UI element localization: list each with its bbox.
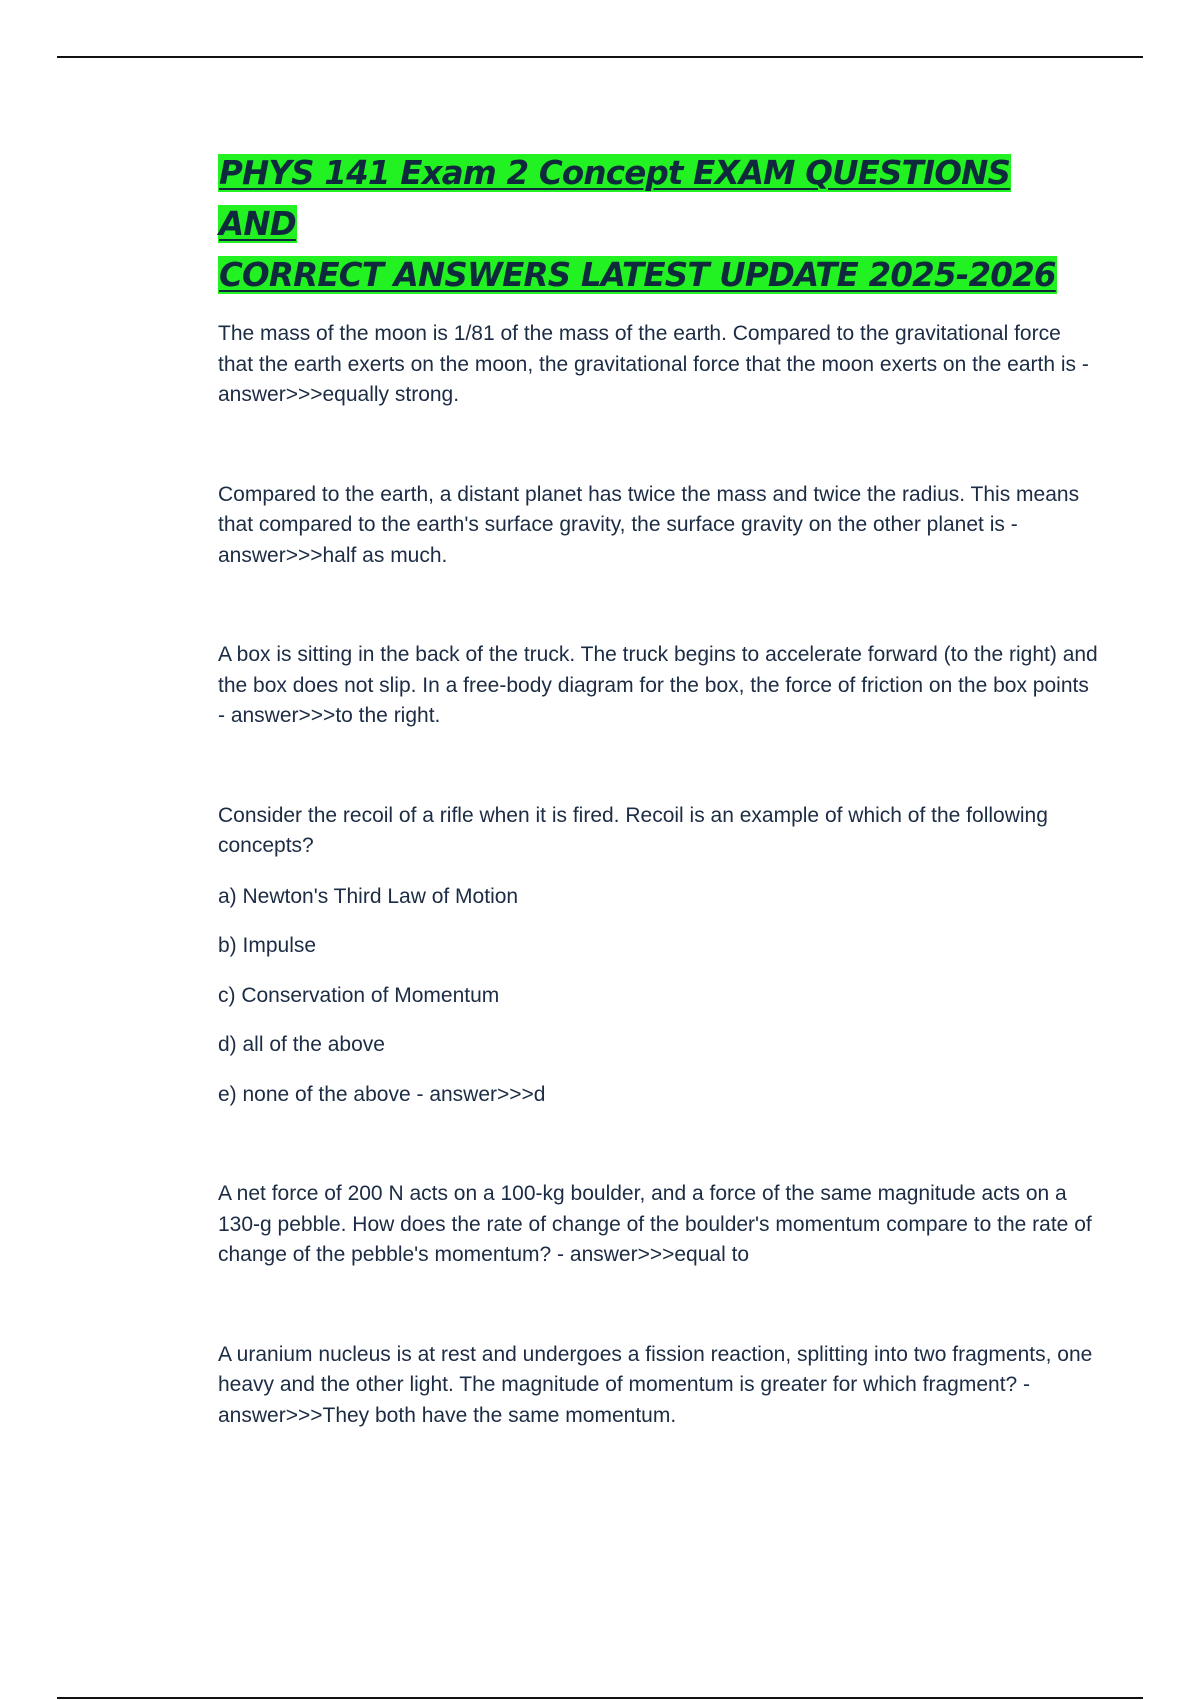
question-block-6 [218, 1340, 1098, 1432]
question-text: A uranium nucleus is at rest and undergoes a fission reaction, splitting into two fragments, one heavy and the other light. The magnitude of momentum is greater for which fragment? - answer>>>They both have the same momentum. [218, 1342, 1093, 1427]
answer-option-c: c) Conservation of Momentum [218, 983, 500, 1007]
question-block-2 [218, 480, 1098, 572]
question-text: A box is sitting in the back of the truck. The truck begins to accelerate forward (to the right) and the box does not slip. In a free-body diagram for the box, the force of friction on the box points - answer>>>to the right. [218, 643, 1098, 727]
document-title [218, 148, 1098, 301]
question-text: A net force of 200 N acts on a 100-kg boulder, and a force of the same magnitude acts on a 130-g pebble. How does the rate of change of the boulder's momentum compare to the rate of change of the pebble's momentum? - answer>>>equal to [218, 1182, 1092, 1266]
bottom-rule [57, 1697, 1143, 1699]
question-block-1 [218, 319, 1098, 411]
title-line-1: PHYS 141 Exam 2 Concept EXAM QUESTIONS AND [219, 154, 1011, 243]
title-line-2: CORRECT ANSWERS LATEST UPDATE 2025-2026 [219, 256, 1056, 294]
question-block-4 [218, 801, 1098, 1111]
answer-option-d: d) all of the above [218, 1033, 385, 1056]
answer-option-b: b) Impulse [218, 934, 317, 957]
question-block-3 [218, 640, 1098, 732]
question-block-5 [218, 1179, 1098, 1271]
top-rule [57, 56, 1143, 58]
document-body [218, 148, 1098, 1431]
question-text: Consider the recoil of a rifle when it is fired. Recoil is an example of which of the following concepts? [218, 803, 1048, 857]
answer-option-e: e) none of the above - answer>>>d [218, 1082, 546, 1106]
answer-option-a: a) Newton's Third Law of Motion [218, 884, 519, 908]
question-text: Compared to the earth, a distant planet has twice the mass and twice the radius. This means that compared to the earth's surface gravity, the surface gravity on the other planet is - answer>>>half as much. [218, 482, 1080, 567]
question-text: The mass of the moon is 1/81 of the mass of the earth. Compared to the gravitational force that the earth exerts on the moon, the gravitational force that the moon exerts on the earth is - answer>>>equally strong. [218, 322, 1089, 406]
